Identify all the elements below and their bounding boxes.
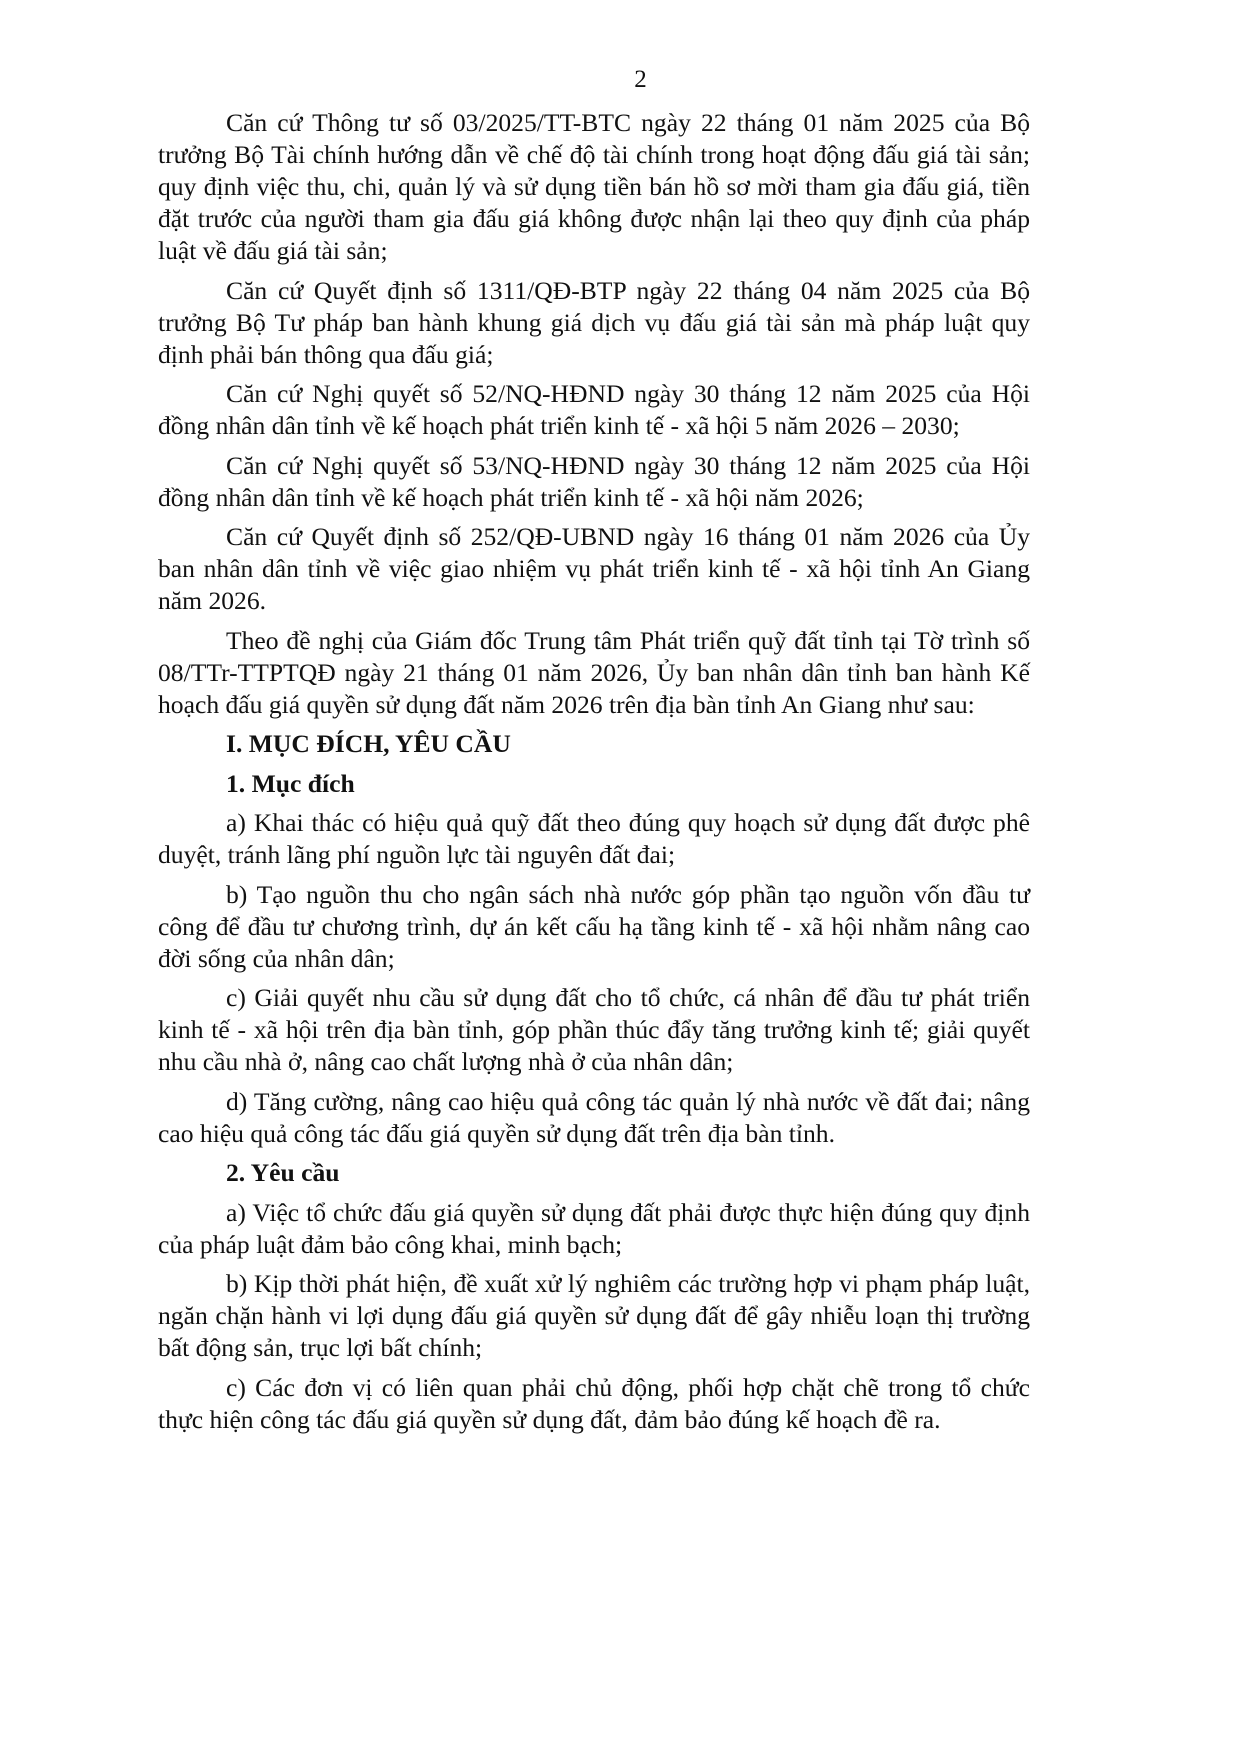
purpose-item-b: b) Tạo nguồn thu cho ngân sách nhà nước góp phần tạo nguồn vốn đầu tư công để đầu tư chương trình, dự án kết cấu hạ tầng kinh tế - xã hội nhằm nâng cao đời sống của nhân dân; xyxy=(158,879,1030,973)
purpose-item-d: d) Tăng cường, nâng cao hiệu quả công tác quản lý nhà nước về đất đai; nâng cao hiệu quả công tác đấu giá quyền sử dụng đất trên địa bàn tỉnh. xyxy=(158,1086,1030,1148)
legal-basis-decision-252: Căn cứ Quyết định số 252/QĐ-UBND ngày 16 tháng 01 năm 2026 của Ủy ban nhân dân tỉnh về việc giao nhiệm vụ phát triển kinh tế - xã hội tỉnh An Giang năm 2026. xyxy=(158,522,1030,615)
legal-basis-decision-1311: Căn cứ Quyết định số 1311/QĐ-BTP ngày 22 tháng 04 năm 2025 của Bộ trưởng Bộ Tư pháp ban hành khung giá dịch vụ đấu giá tài sản mà pháp luật quy định phải bán thông qua đấu giá; xyxy=(158,275,1030,369)
page-number: 2 xyxy=(634,66,647,93)
purpose-item-a: a) Khai thác có hiệu quả quỹ đất theo đúng quy hoạch sử dụng đất được phê duyệt, tránh lãng phí nguồn lực tài nguyên đất đai; xyxy=(158,808,1030,869)
purpose-item-c: c) Giải quyết nhu cầu sử dụng đất cho tổ chức, cá nhân để đầu tư phát triển kinh tế - xã hội trên địa bàn tỉnh, góp phần thúc đẩy tăng trưởng kinh tế; giải quyết nhu cầu nhà ở, nâng cao chất lượng nhà ở của nhân dân; xyxy=(158,983,1030,1076)
subsection-heading-purpose: 1. Mục đích xyxy=(226,768,355,798)
legal-basis-circular-03-2025: Căn cứ Thông tư số 03/2025/TT-BTC ngày 22 tháng 01 năm 2025 của Bộ trưởng Bộ Tài chính hướng dẫn về chế độ tài chính trong hoạt động đấu giá tài sản; quy định việc thu, chi, quản lý và sử dụng tiền bán hồ sơ mời tham gia đấu giá, tiền đặt trước của người tham gia đấu giá không được nhận lại theo quy định của pháp luật về đấu giá tài sản; xyxy=(158,108,1030,265)
proposal-paragraph: Theo đề nghị của Giám đốc Trung tâm Phát triển quỹ đất tỉnh tại Tờ trình số 08/TTr-TTPTQĐ ngày 21 tháng 01 năm 2026, Ủy ban nhân dân tỉnh ban hành Kế hoạch đấu giá quyền sử dụng đất năm 2026 trên địa bàn tỉnh An Giang như sau: xyxy=(158,625,1030,719)
legal-basis-resolution-52: Căn cứ Nghị quyết số 52/NQ-HĐND ngày 30 tháng 12 năm 2025 của Hội đồng nhân dân tỉnh về kế hoạch phát triển kinh tế - xã hội 5 năm 2026 – 2030; xyxy=(158,379,1030,440)
document-body xyxy=(158,107,1030,1443)
section-heading-purpose-requirements: I. MỤC ĐÍCH, YÊU CẦU xyxy=(226,729,511,758)
requirement-item-c: c) Các đơn vị có liên quan phải chủ động, phối hợp chặt chẽ trong tổ chức thực hiện công tác đấu giá quyền sử dụng đất, đảm bảo đúng kế hoạch đề ra. xyxy=(158,1372,1030,1434)
requirement-item-a: a) Việc tổ chức đấu giá quyền sử dụng đất phải được thực hiện đúng quy định của pháp luật đảm bảo công khai, minh bạch; xyxy=(158,1197,1030,1259)
subsection-heading-requirements: 2. Yêu cầu xyxy=(226,1158,340,1187)
requirement-item-b: b) Kịp thời phát hiện, đề xuất xử lý nghiêm các trường hợp vi phạm pháp luật, ngăn chặn hành vi lợi dụng đấu giá quyền sử dụng đất để gây nhiễu loạn thị trường bất động sản, trục lợi bất chính; xyxy=(158,1269,1030,1362)
legal-basis-resolution-53: Căn cứ Nghị quyết số 53/NQ-HĐND ngày 30 tháng 12 năm 2025 của Hội đồng nhân dân tỉnh về kế hoạch phát triển kinh tế - xã hội năm 2026; xyxy=(158,450,1030,512)
